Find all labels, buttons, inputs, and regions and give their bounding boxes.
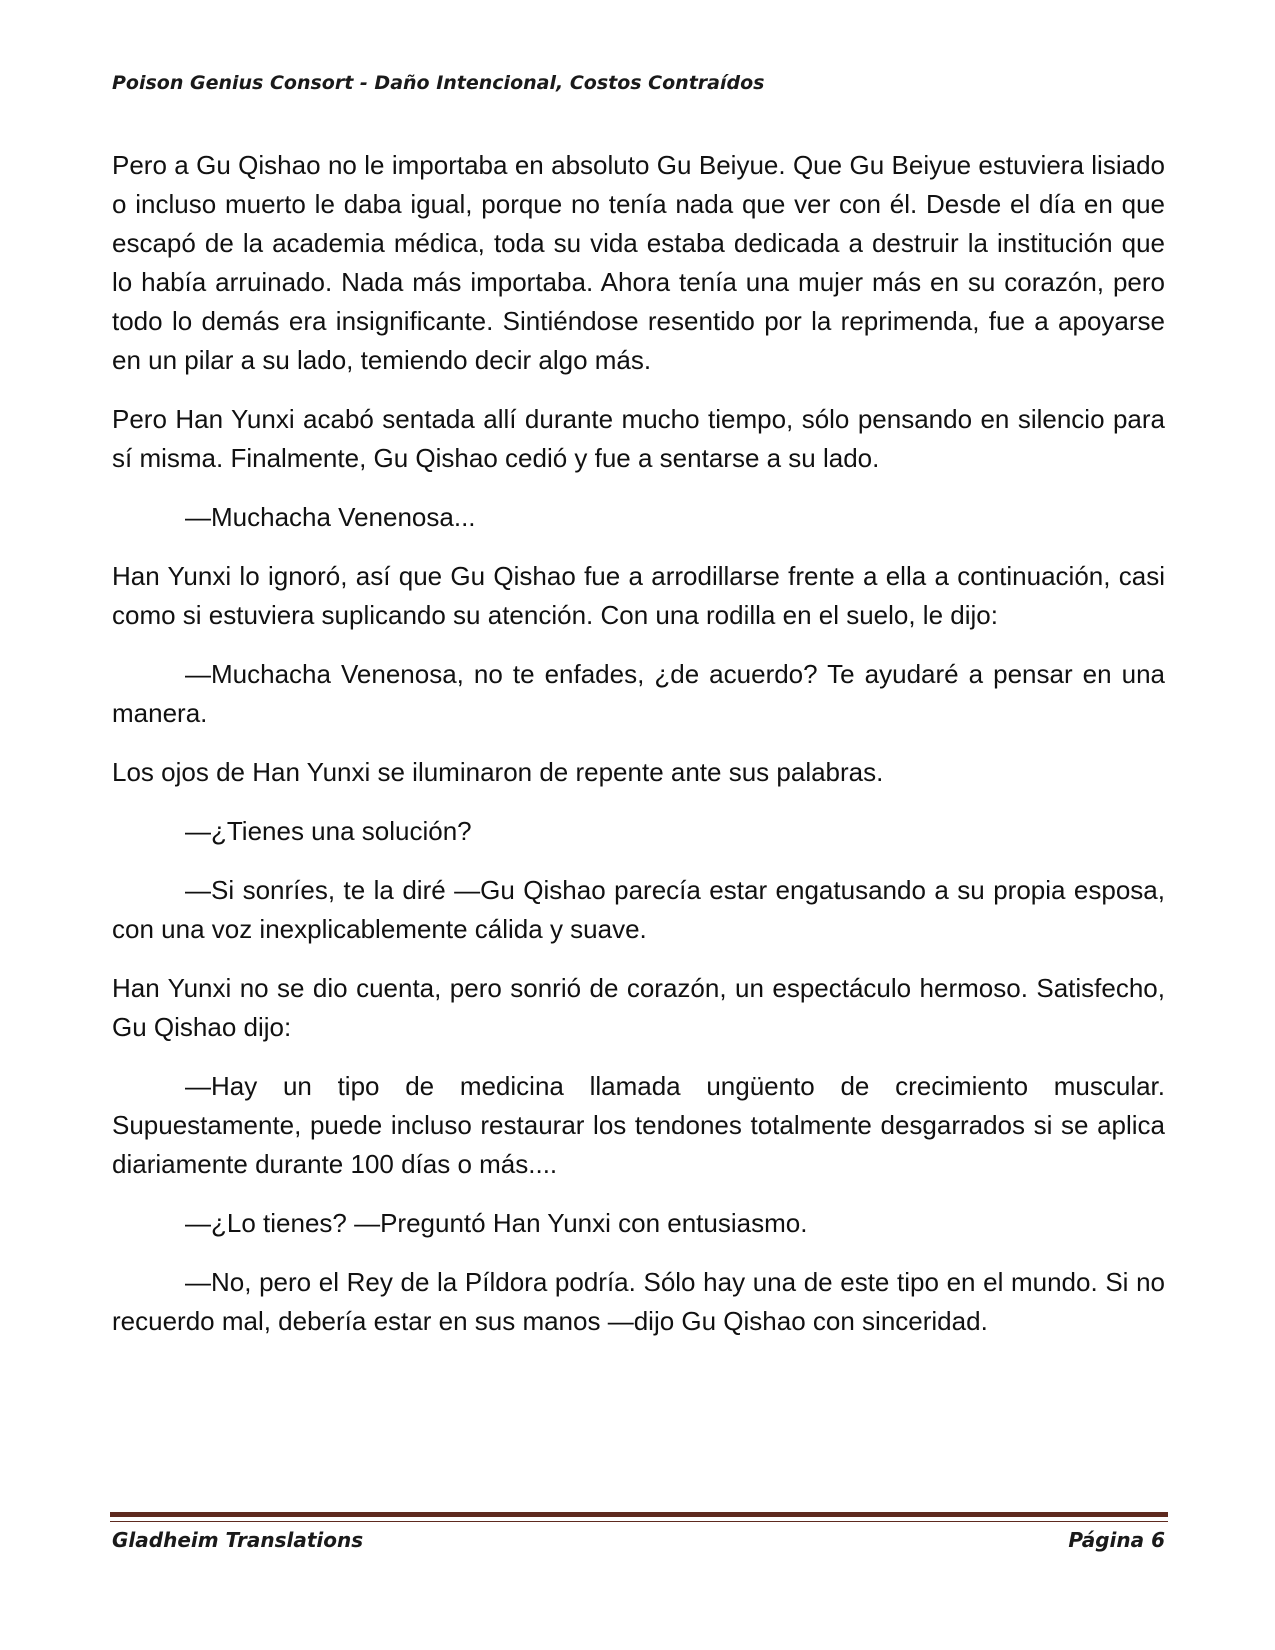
footer-divider-thin [110, 1521, 1168, 1522]
dialogue-paragraph: —¿Tienes una solución? [185, 816, 472, 846]
page-header-title: Poison Genius Consort - Daño Intencional, Costos Contraídos [112, 72, 765, 94]
dialogue-paragraph: —Si sonríes, te la diré —Gu Qishao parecía estar engatusando a su propia esposa, con una voz inexplicablemente cálida y suave. [112, 875, 1165, 944]
dialogue-paragraph: —No, pero el Rey de la Píldora podría. Sólo hay una de este tipo en el mundo. Si no recuerdo mal, debería estar en sus manos —dijo Gu Qishao con sinceridad. [112, 1267, 1165, 1336]
footer-divider [110, 1512, 1168, 1517]
dialogue-paragraph: —Hay un tipo de medicina llamada ungüento de crecimiento muscular. Supuestamente, puede incluso restaurar los tendones totalmente desgarrados si se aplica diariamente durante 100 días o más.... [112, 1071, 1165, 1179]
dialogue-paragraph: —Muchacha Venenosa, no te enfades, ¿de acuerdo? Te ayudaré a pensar en una manera. [112, 659, 1165, 728]
paragraph: Han Yunxi lo ignoró, así que Gu Qishao fue a arrodillarse frente a ella a continuación, casi como si estuviera suplicando su atención. Con una rodilla en el suelo, le dijo: [112, 561, 1165, 630]
paragraph: Pero a Gu Qishao no le importaba en absoluto Gu Beiyue. Que Gu Beiyue estuviera lisiado o incluso muerto le daba igual, porque no tenía nada que ver con él. Desde el día en que escapó de la academia médica, toda su vida estaba dedicada a destruir la institución que lo había arruinado. Nada más importaba. Ahora tenía una mujer más en su corazón, pero todo lo demás era insignificante. Sintiéndose resentido por la reprimenda, fue a apoyarse en un pilar a su lado, temiendo decir algo más. [112, 150, 1165, 375]
paragraph: Pero Han Yunxi acabó sentada allí durante mucho tiempo, sólo pensando en silencio para sí misma. Finalmente, Gu Qishao cedió y fue a sentarse a su lado. [112, 404, 1165, 473]
dialogue-paragraph: —Muchacha Venenosa... [185, 502, 476, 532]
paragraph: Han Yunxi no se dio cuenta, pero sonrió de corazón, un espectáculo hermoso. Satisfecho, Gu Qishao dijo: [112, 973, 1165, 1042]
footer-page-number: Página 6 [1068, 1528, 1165, 1552]
dialogue-paragraph: —¿Lo tienes? —Preguntó Han Yunxi con entusiasmo. [185, 1208, 808, 1238]
footer-publisher: Gladheim Translations [112, 1528, 364, 1552]
document-body [112, 146, 1165, 1361]
paragraph: Los ojos de Han Yunxi se iluminaron de repente ante sus palabras. [112, 757, 884, 787]
